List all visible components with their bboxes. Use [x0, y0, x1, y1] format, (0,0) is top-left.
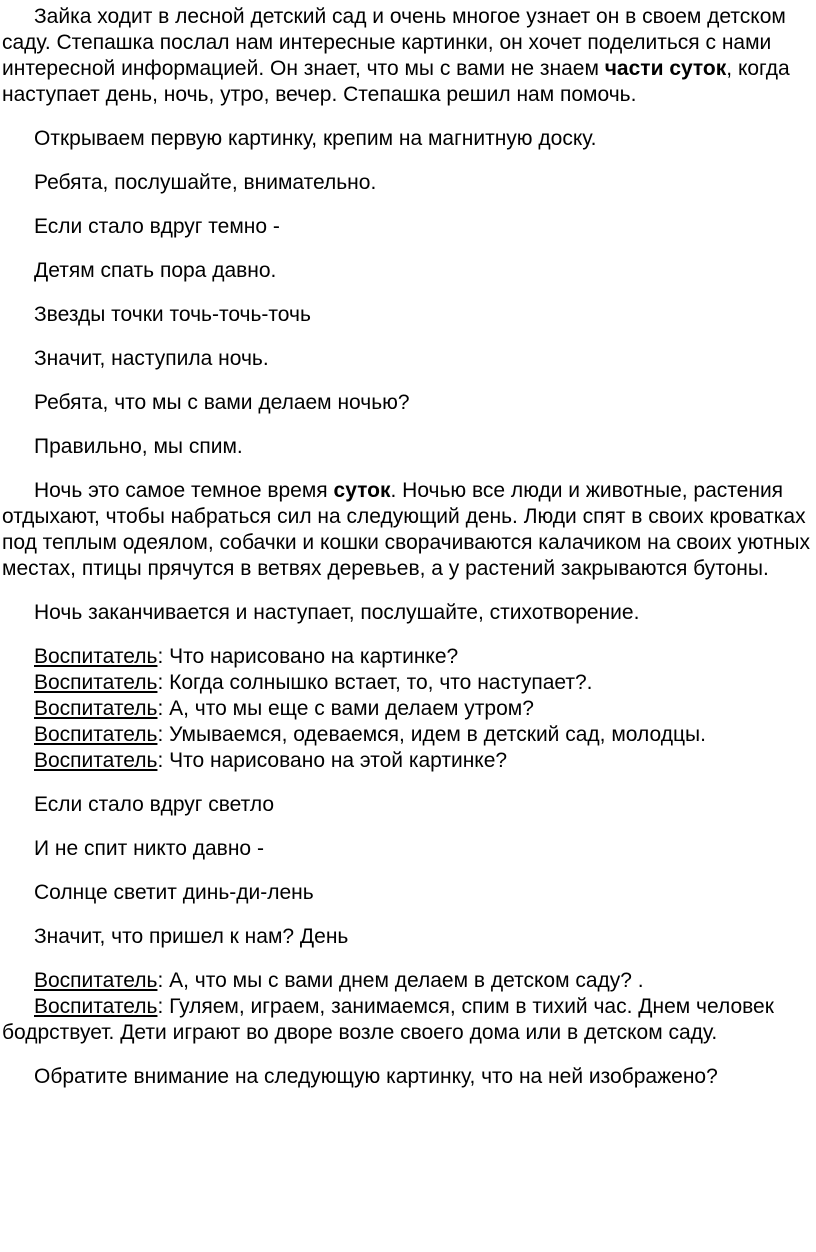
- poem-night-line-3: Звезды точки точь-точь-точь: [34, 303, 311, 326]
- teacher-label: Воспитатель: [34, 995, 158, 1018]
- dialogue-line: [2, 696, 814, 722]
- teacher-label: Воспитатель: [34, 645, 158, 668]
- teacher-label: Воспитатель: [34, 723, 158, 746]
- dialogue-line: [2, 722, 814, 748]
- dialogue-line: [2, 748, 814, 774]
- open-picture-line: Открываем первую картинку, крепим на магнитную доску.: [34, 127, 597, 150]
- night-text-2: . Ночью все люди и животные, растения отдыхают, чтобы набраться сил на следующий день. Люди спят в своих кроватках под теплым одеялом, собачки и кошки сворачиваются калачиком на своих уютных местах, птицы прячутся в ветвях деревьев, а у растений закрываются бутоны.: [2, 479, 811, 580]
- intro-paragraph: [2, 4, 814, 108]
- listen-line: Ребята, послушайте, внимательно.: [34, 171, 377, 194]
- night-paragraph: [2, 478, 814, 582]
- poem-day-line-4: Значит, что пришел к нам? День: [34, 925, 349, 948]
- dialogue-text: : Умываемся, одеваемся, идем в детский сад, молодцы.: [157, 723, 706, 746]
- intro-bold-term: части суток: [604, 57, 727, 80]
- night-ends-line: Ночь заканчивается и наступает, послушайте, стихотворение.: [34, 601, 640, 624]
- dialogue-text: : Когда солнышко встает, то, что наступает?.: [157, 671, 593, 694]
- poem-day-line-3: Солнце светит динь-ди-лень: [34, 881, 314, 904]
- answer-night-line: Правильно, мы спим.: [34, 435, 243, 458]
- dialogue-text: : Гуляем, играем, занимаемся, спим в тихий час. Днем человек бодрствует. Дети играют во дворе возле своего дома или в детском саду.: [2, 995, 774, 1044]
- dialogue-day: [2, 968, 814, 1046]
- dialogue-text: : А, что мы с вами днем делаем в детском саду? .: [157, 969, 644, 992]
- intro-text-1: Зайка ходит в лесной детский сад и очень многое узнает он в своем детском саду. Степашка послал нам интересные картинки, он хочет поделиться с нами интересной информацией. Он знает, что мы с вами не знаем: [2, 5, 786, 80]
- intro-text-2: , когда наступает день, ночь, утро, вечер. Степашка решил нам помочь.: [2, 57, 790, 106]
- dialogue-line: [2, 968, 814, 994]
- dialogue-line: [2, 670, 814, 696]
- question-night-line: Ребята, что мы с вами делаем ночью?: [34, 391, 410, 414]
- dialogue-line: [2, 994, 814, 1046]
- teacher-label: Воспитатель: [34, 969, 158, 992]
- dialogue-text: : Что нарисовано на картинке?: [157, 645, 459, 668]
- dialogue-line: [2, 644, 814, 670]
- teacher-label: Воспитатель: [34, 749, 158, 772]
- dialogue-text: : Что нарисовано на этой картинке?: [157, 749, 508, 772]
- next-picture-line: Обратите внимание на следующую картинку, что на ней изображено?: [34, 1065, 718, 1088]
- night-text-1: Ночь это самое темное время: [34, 479, 334, 502]
- poem-night-line-4: Значит, наступила ночь.: [34, 347, 269, 370]
- poem-day-line-1: Если стало вдруг светло: [34, 793, 274, 816]
- teacher-label: Воспитатель: [34, 697, 158, 720]
- teacher-label: Воспитатель: [34, 671, 158, 694]
- dialogue-text: : А, что мы еще с вами делаем утром?: [157, 697, 534, 720]
- night-bold-term: суток: [333, 479, 391, 502]
- dialogue-morning: [2, 644, 814, 774]
- poem-night-line-1: Если стало вдруг темно -: [34, 215, 280, 238]
- poem-day-line-2: И не спит никто давно -: [34, 837, 264, 860]
- poem-night-line-2: Детям спать пора давно.: [34, 259, 277, 282]
